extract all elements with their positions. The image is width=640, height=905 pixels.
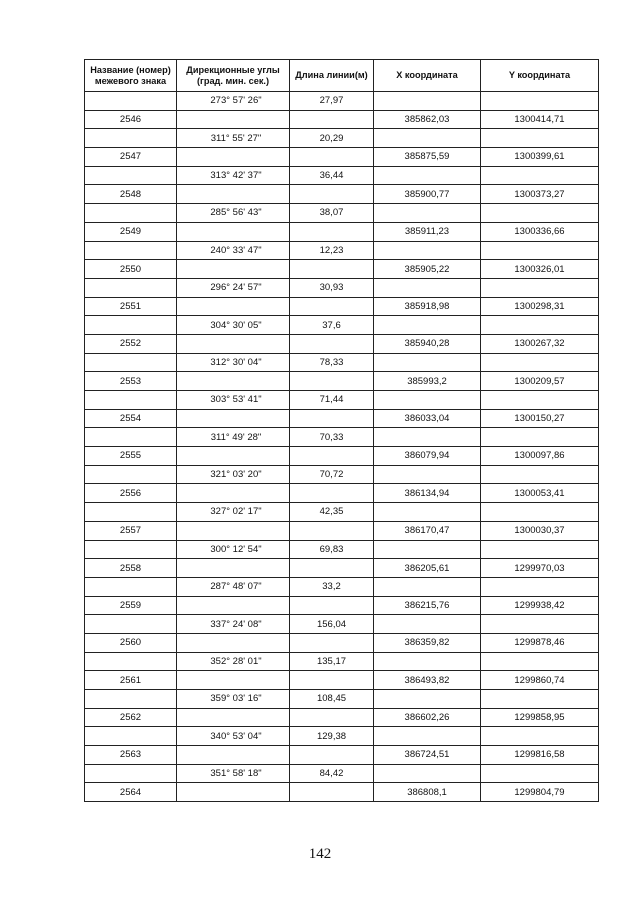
bearing-angle-cell: [177, 521, 290, 540]
x-coordinate-cell: [374, 166, 481, 185]
marker-name-cell: [85, 652, 177, 671]
x-coordinate-cell: [374, 129, 481, 148]
marker-name-cell: [85, 353, 177, 372]
line-length-cell: 69,83: [290, 540, 374, 559]
y-coordinate-cell: 1300298,31: [481, 297, 599, 316]
table-row-segment: [85, 690, 599, 709]
marker-name-cell: [85, 278, 177, 297]
y-coordinate-cell: 1300209,57: [481, 372, 599, 391]
x-coordinate-cell: [374, 577, 481, 596]
marker-name-cell: 2551: [85, 297, 177, 316]
table-row-point: [85, 484, 599, 503]
y-coordinate-cell: [481, 652, 599, 671]
table-row-point: [85, 185, 599, 204]
x-coordinate-cell: 386205,61: [374, 559, 481, 578]
line-length-cell: [290, 297, 374, 316]
bearing-angle-cell: 327° 02' 17": [177, 503, 290, 522]
y-coordinate-cell: 1300399,61: [481, 148, 599, 167]
y-coordinate-cell: [481, 428, 599, 447]
x-coordinate-cell: [374, 727, 481, 746]
table-row-point: [85, 708, 599, 727]
x-coordinate-cell: [374, 615, 481, 634]
bearing-angle-cell: [177, 297, 290, 316]
marker-name-cell: [85, 129, 177, 148]
bearing-angle-cell: 296° 24' 57": [177, 278, 290, 297]
y-coordinate-cell: 1299860,74: [481, 671, 599, 690]
marker-name-cell: 2555: [85, 447, 177, 466]
table-row-point: [85, 447, 599, 466]
line-length-cell: 27,97: [290, 92, 374, 111]
x-coordinate-cell: [374, 316, 481, 335]
marker-name-cell: 2553: [85, 372, 177, 391]
table-row-segment: [85, 241, 599, 260]
marker-name-cell: [85, 241, 177, 260]
y-coordinate-cell: [481, 166, 599, 185]
line-length-cell: [290, 260, 374, 279]
table-row-point: [85, 409, 599, 428]
bearing-angle-cell: [177, 746, 290, 765]
bearing-angle-cell: 351° 58' 18": [177, 764, 290, 783]
bearing-angle-cell: [177, 110, 290, 129]
table-row-segment: [85, 577, 599, 596]
bearing-angle-cell: [177, 372, 290, 391]
marker-name-cell: [85, 615, 177, 634]
table-row-segment: [85, 428, 599, 447]
y-coordinate-cell: 1300150,27: [481, 409, 599, 428]
marker-name-cell: 2561: [85, 671, 177, 690]
y-coordinate-cell: 1299804,79: [481, 783, 599, 802]
table-row-point: [85, 260, 599, 279]
bearing-angle-cell: [177, 783, 290, 802]
x-coordinate-cell: [374, 690, 481, 709]
x-coordinate-cell: 386359,82: [374, 633, 481, 652]
table-row-segment: [85, 353, 599, 372]
table-row-segment: [85, 727, 599, 746]
y-coordinate-cell: [481, 690, 599, 709]
line-length-cell: [290, 409, 374, 428]
bearing-angle-cell: [177, 148, 290, 167]
table-row-point: [85, 521, 599, 540]
marker-name-cell: 2549: [85, 222, 177, 241]
x-coordinate-cell: [374, 540, 481, 559]
line-length-cell: 71,44: [290, 391, 374, 410]
marker-name-cell: 2558: [85, 559, 177, 578]
bearing-angle-cell: 300° 12' 54": [177, 540, 290, 559]
bearing-angle-cell: [177, 334, 290, 353]
table-body: [85, 92, 599, 802]
header-bearing-angle: Дирекционные углы (град. мин. сек.): [177, 60, 290, 92]
x-coordinate-cell: [374, 278, 481, 297]
marker-name-cell: 2560: [85, 633, 177, 652]
y-coordinate-cell: 1299938,42: [481, 596, 599, 615]
line-length-cell: 70,33: [290, 428, 374, 447]
y-coordinate-cell: [481, 278, 599, 297]
bearing-angle-cell: 311° 55' 27": [177, 129, 290, 148]
x-coordinate-cell: [374, 428, 481, 447]
bearing-angle-cell: 340° 53' 04": [177, 727, 290, 746]
x-coordinate-cell: 386808,1: [374, 783, 481, 802]
marker-name-cell: 2547: [85, 148, 177, 167]
line-length-cell: [290, 148, 374, 167]
marker-name-cell: [85, 727, 177, 746]
header-marker-name: Название (номер) межевого знака: [85, 60, 177, 92]
line-length-cell: [290, 671, 374, 690]
bearing-angle-cell: 311° 49' 28": [177, 428, 290, 447]
table-row-point: [85, 222, 599, 241]
bearing-angle-cell: [177, 222, 290, 241]
bearing-angle-cell: 287° 48' 07": [177, 577, 290, 596]
marker-name-cell: 2554: [85, 409, 177, 428]
line-length-cell: 129,38: [290, 727, 374, 746]
bearing-angle-cell: [177, 559, 290, 578]
table-row-segment: [85, 652, 599, 671]
line-length-cell: [290, 372, 374, 391]
marker-name-cell: [85, 465, 177, 484]
y-coordinate-cell: 1300267,32: [481, 334, 599, 353]
table-row-segment: [85, 764, 599, 783]
bearing-angle-cell: 359° 03' 16": [177, 690, 290, 709]
table-row-segment: [85, 391, 599, 410]
table-row-point: [85, 372, 599, 391]
x-coordinate-cell: 385911,23: [374, 222, 481, 241]
y-coordinate-cell: [481, 353, 599, 372]
bearing-angle-cell: 303° 53' 41": [177, 391, 290, 410]
bearing-angle-cell: [177, 260, 290, 279]
marker-name-cell: [85, 428, 177, 447]
table-row-segment: [85, 503, 599, 522]
x-coordinate-cell: 385900,77: [374, 185, 481, 204]
bearing-angle-cell: [177, 671, 290, 690]
line-length-cell: [290, 222, 374, 241]
table-row-point: [85, 633, 599, 652]
y-coordinate-cell: 1299816,58: [481, 746, 599, 765]
x-coordinate-cell: 385905,22: [374, 260, 481, 279]
line-length-cell: [290, 484, 374, 503]
y-coordinate-cell: 1299878,46: [481, 633, 599, 652]
line-length-cell: 42,35: [290, 503, 374, 522]
bearing-angle-cell: 273° 57' 26": [177, 92, 290, 111]
table-row-point: [85, 148, 599, 167]
y-coordinate-cell: [481, 615, 599, 634]
x-coordinate-cell: 385940,28: [374, 334, 481, 353]
bearing-angle-cell: 321° 03' 20": [177, 465, 290, 484]
marker-name-cell: 2564: [85, 783, 177, 802]
line-length-cell: [290, 559, 374, 578]
line-length-cell: [290, 185, 374, 204]
marker-name-cell: [85, 764, 177, 783]
bearing-angle-cell: 312° 30' 04": [177, 353, 290, 372]
y-coordinate-cell: 1300414,71: [481, 110, 599, 129]
bearing-angle-cell: 352° 28' 01": [177, 652, 290, 671]
y-coordinate-cell: [481, 391, 599, 410]
bearing-angle-cell: [177, 596, 290, 615]
x-coordinate-cell: 386079,94: [374, 447, 481, 466]
y-coordinate-cell: [481, 577, 599, 596]
line-length-cell: 135,17: [290, 652, 374, 671]
x-coordinate-cell: [374, 241, 481, 260]
table-row-point: [85, 671, 599, 690]
line-length-cell: 20,29: [290, 129, 374, 148]
marker-name-cell: [85, 166, 177, 185]
line-length-cell: [290, 521, 374, 540]
bearing-angle-cell: [177, 484, 290, 503]
y-coordinate-cell: [481, 241, 599, 260]
y-coordinate-cell: [481, 316, 599, 335]
header-y-coordinate: Y координата: [481, 60, 599, 92]
y-coordinate-cell: [481, 764, 599, 783]
bearing-angle-cell: [177, 708, 290, 727]
line-length-cell: [290, 334, 374, 353]
table-row-point: [85, 783, 599, 802]
table-row-point: [85, 746, 599, 765]
marker-name-cell: [85, 92, 177, 111]
table-row-segment: [85, 278, 599, 297]
x-coordinate-cell: 385993,2: [374, 372, 481, 391]
marker-name-cell: [85, 690, 177, 709]
x-coordinate-cell: [374, 465, 481, 484]
x-coordinate-cell: 386602,26: [374, 708, 481, 727]
table-row-segment: [85, 540, 599, 559]
line-length-cell: 30,93: [290, 278, 374, 297]
marker-name-cell: [85, 316, 177, 335]
marker-name-cell: 2546: [85, 110, 177, 129]
y-coordinate-cell: 1300053,41: [481, 484, 599, 503]
table-row-segment: [85, 166, 599, 185]
y-coordinate-cell: [481, 503, 599, 522]
x-coordinate-cell: 386170,47: [374, 521, 481, 540]
marker-name-cell: [85, 204, 177, 223]
x-coordinate-cell: [374, 652, 481, 671]
boundary-coordinates-table: [84, 59, 599, 802]
table-row-point: [85, 110, 599, 129]
table-row-point: [85, 559, 599, 578]
line-length-cell: 38,07: [290, 204, 374, 223]
marker-name-cell: [85, 540, 177, 559]
table-row-segment: [85, 129, 599, 148]
line-length-cell: [290, 633, 374, 652]
x-coordinate-cell: [374, 391, 481, 410]
y-coordinate-cell: [481, 129, 599, 148]
bearing-angle-cell: [177, 447, 290, 466]
page-number: 142: [308, 846, 332, 862]
x-coordinate-cell: 386134,94: [374, 484, 481, 503]
line-length-cell: [290, 746, 374, 765]
line-length-cell: 12,23: [290, 241, 374, 260]
marker-name-cell: 2557: [85, 521, 177, 540]
bearing-angle-cell: 313° 42' 37": [177, 166, 290, 185]
y-coordinate-cell: [481, 727, 599, 746]
header-line-length: Длина линии(м): [290, 60, 374, 92]
y-coordinate-cell: 1299858,95: [481, 708, 599, 727]
line-length-cell: 84,42: [290, 764, 374, 783]
bearing-angle-cell: 337° 24' 08": [177, 615, 290, 634]
line-length-cell: 37,6: [290, 316, 374, 335]
marker-name-cell: 2563: [85, 746, 177, 765]
x-coordinate-cell: 386033,04: [374, 409, 481, 428]
marker-name-cell: 2562: [85, 708, 177, 727]
x-coordinate-cell: [374, 764, 481, 783]
bearing-angle-cell: [177, 185, 290, 204]
line-length-cell: [290, 110, 374, 129]
marker-name-cell: 2556: [85, 484, 177, 503]
line-length-cell: [290, 447, 374, 466]
y-coordinate-cell: [481, 92, 599, 111]
bearing-angle-cell: [177, 633, 290, 652]
bearing-angle-cell: [177, 409, 290, 428]
header-x-coordinate: X координата: [374, 60, 481, 92]
y-coordinate-cell: 1300373,27: [481, 185, 599, 204]
y-coordinate-cell: 1300326,01: [481, 260, 599, 279]
table-row-point: [85, 334, 599, 353]
table-row-segment: [85, 465, 599, 484]
x-coordinate-cell: 386215,76: [374, 596, 481, 615]
x-coordinate-cell: 385918,98: [374, 297, 481, 316]
bearing-angle-cell: 240° 33' 47": [177, 241, 290, 260]
y-coordinate-cell: 1300097,86: [481, 447, 599, 466]
y-coordinate-cell: [481, 465, 599, 484]
line-length-cell: 78,33: [290, 353, 374, 372]
line-length-cell: 156,04: [290, 615, 374, 634]
x-coordinate-cell: 386724,51: [374, 746, 481, 765]
marker-name-cell: [85, 577, 177, 596]
line-length-cell: [290, 596, 374, 615]
table-row-segment: [85, 615, 599, 634]
table-row-point: [85, 297, 599, 316]
table-row-segment: [85, 316, 599, 335]
marker-name-cell: 2550: [85, 260, 177, 279]
bearing-angle-cell: 285° 56' 43": [177, 204, 290, 223]
x-coordinate-cell: [374, 204, 481, 223]
x-coordinate-cell: [374, 92, 481, 111]
marker-name-cell: 2548: [85, 185, 177, 204]
line-length-cell: [290, 708, 374, 727]
marker-name-cell: [85, 391, 177, 410]
x-coordinate-cell: 385862,03: [374, 110, 481, 129]
line-length-cell: 70,72: [290, 465, 374, 484]
bearing-angle-cell: 304° 30' 05": [177, 316, 290, 335]
y-coordinate-cell: [481, 204, 599, 223]
table-row-segment: [85, 204, 599, 223]
marker-name-cell: 2552: [85, 334, 177, 353]
x-coordinate-cell: 385875,59: [374, 148, 481, 167]
y-coordinate-cell: 1300030,37: [481, 521, 599, 540]
table-row-point: [85, 596, 599, 615]
y-coordinate-cell: 1300336,66: [481, 222, 599, 241]
line-length-cell: [290, 783, 374, 802]
table-row-segment: [85, 92, 599, 111]
x-coordinate-cell: [374, 503, 481, 522]
marker-name-cell: 2559: [85, 596, 177, 615]
x-coordinate-cell: [374, 353, 481, 372]
line-length-cell: 36,44: [290, 166, 374, 185]
x-coordinate-cell: 386493,82: [374, 671, 481, 690]
y-coordinate-cell: 1299970,03: [481, 559, 599, 578]
marker-name-cell: [85, 503, 177, 522]
y-coordinate-cell: [481, 540, 599, 559]
table-header-row: [85, 60, 599, 92]
line-length-cell: 108,45: [290, 690, 374, 709]
line-length-cell: 33,2: [290, 577, 374, 596]
